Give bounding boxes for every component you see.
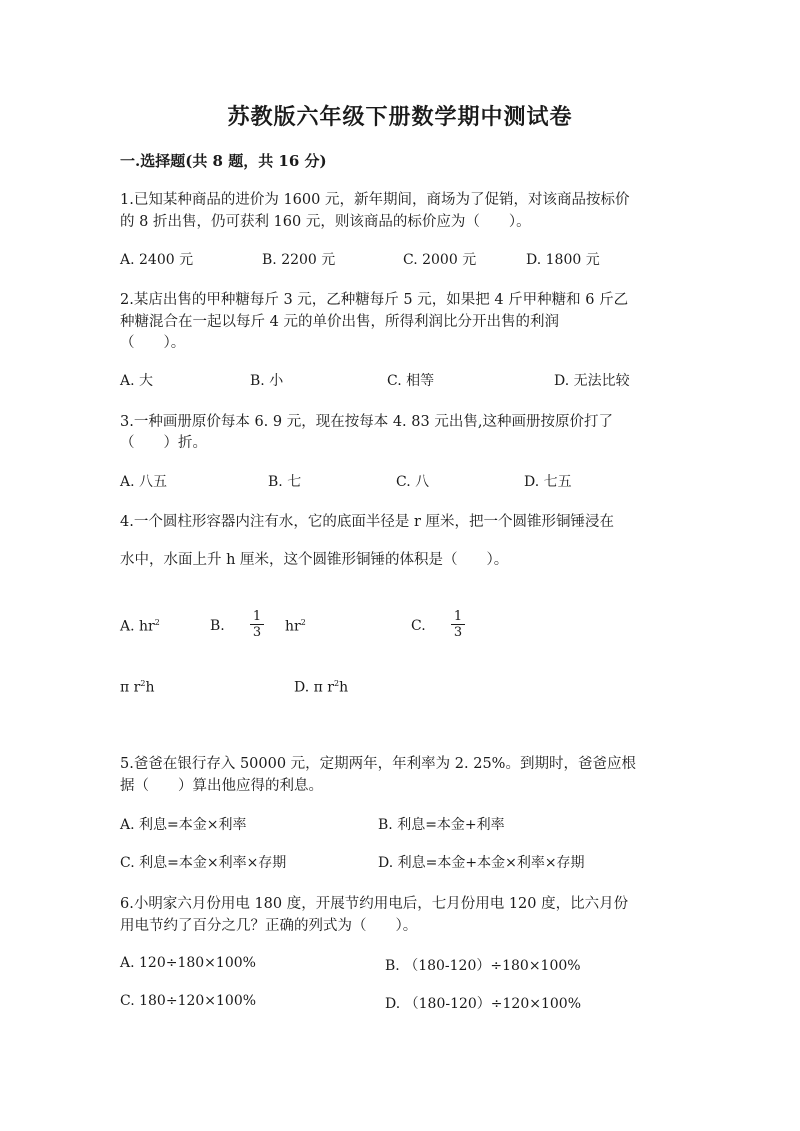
q4-option-d-text: D. π r [294,679,334,696]
q5-option-c[interactable]: C. 利息=本金×利率×存期 [120,855,287,871]
question-2-line-1: 2.某店出售的甲种糖每斤 3 元，乙种糖每斤 5 元，如果把 4 斤甲种糖和 6 斤乙 [120,292,629,308]
q4-option-b-expr-text: hr [285,618,301,635]
q2-option-b[interactable]: B. 小 [250,373,284,389]
q4-option-b-fraction [250,610,264,639]
question-2-line-2: 种糖混合在一起以每斤 4 元的单价出售，所得利润比分开出售的利润 [120,314,559,330]
fraction-numerator: 1 [453,609,463,624]
q4-option-c-superscript: 2 [140,679,146,688]
q4-option-d-tail-h: h [339,679,349,696]
question-4-line-1: 4.一个圆柱形容器内注有水，它的底面半径是 r 厘米，把一个圆锥形铜锤浸在 [120,514,614,530]
question-6-line-1: 6.小明家六月份用电 180 度，开展节约用电后，七月份用电 120 度，比六月份 [120,896,629,912]
q4-option-b-expression [285,618,306,635]
q4-option-d-superscript: 2 [333,679,340,688]
q4-option-b-superscript: 2 [300,618,306,627]
q4-option-c-tail-h: h [145,679,155,696]
q6-option-c[interactable]: C. 180÷120×100% [120,993,257,1009]
q4-option-c-fraction [451,610,465,639]
q3-option-b[interactable]: B. 七 [268,474,302,490]
q5-option-d[interactable]: D. 利息=本金+本金×利率×存期 [378,855,585,871]
q4-option-a-text: A. hr [120,618,155,635]
q3-option-a[interactable]: A. 八五 [120,474,168,490]
q1-option-d[interactable]: D. 1800 元 [526,252,600,268]
q6-option-d[interactable]: D. （180-120）÷120×100% [385,996,582,1012]
q1-option-a[interactable]: A. 2400 元 [120,252,194,268]
question-4-line-2: 水中，水面上升 h 厘米，这个圆锥形铜锤的体积是（ ）。 [120,552,509,568]
q2-option-c[interactable]: C. 相等 [387,373,435,389]
question-5-line-2: 据（ ）算出他应得的利息。 [120,778,323,794]
fraction-denominator: 3 [453,625,463,640]
q4-option-c-label[interactable]: C. [411,618,426,634]
q4-option-a-superscript: 2 [154,618,160,627]
q6-option-b[interactable]: B. （180-120）÷180×100% [385,958,581,974]
q5-option-a[interactable]: A. 利息=本金×利率 [120,817,247,833]
q1-option-c[interactable]: C. 2000 元 [403,252,477,268]
q2-option-a[interactable]: A. 大 [120,373,154,389]
q4-option-d[interactable] [294,679,348,696]
fraction-denominator: 3 [252,625,262,640]
q6-option-a[interactable]: A. 120÷180×100% [120,955,256,971]
q5-option-b[interactable]: B. 利息=本金+利率 [378,817,505,833]
q4-option-a[interactable] [120,618,160,635]
question-2-line-3: （ ）。 [120,335,186,351]
fraction-numerator: 1 [252,609,262,624]
q3-option-c[interactable]: C. 八 [396,474,430,490]
question-1-line-2: 的 8 折出售，仍可获利 160 元，则该商品的标价应为（ ）。 [120,214,531,230]
q4-option-c-continuation [120,679,154,696]
q2-option-d[interactable]: D. 无法比较 [554,373,630,389]
q4-option-c-tail-text: π r [120,679,141,696]
question-5-line-1: 5.爸爸在银行存入 50000 元，定期两年，年利率为 2. 25%。到期时，爸爸应根 [120,756,636,772]
q1-option-b[interactable]: B. 2200 元 [262,252,336,268]
question-3-line-1: 3.一种画册原价每本 6. 9 元，现在按每本 4. 83 元出售,这种画册按原价打了 [120,414,613,430]
page-title: 苏教版六年级下册数学期中测试卷 [227,104,573,130]
question-1-line-1: 1.已知某种商品的进价为 1600 元，新年期间，商场为了促销，对该商品按标价 [120,192,630,208]
section-heading: 一.选择题(共 8 题，共 16 分) [120,152,327,170]
q3-option-d[interactable]: D. 七五 [524,474,572,490]
q4-option-b-label[interactable]: B. [210,618,225,634]
question-3-line-2: （ ）折。 [120,435,207,451]
question-6-line-2: 用电节约了百分之几？正确的列式为（ ）。 [120,918,418,934]
